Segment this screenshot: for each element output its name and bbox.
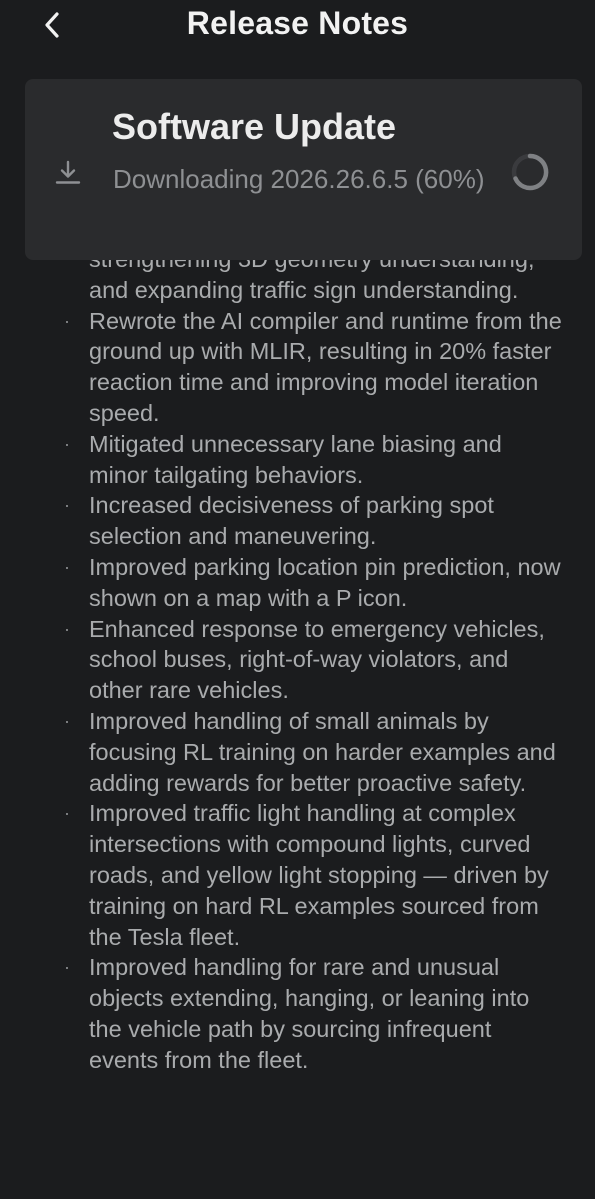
bullet-marker: · [64, 433, 70, 454]
note-text: Enhanced response to emergency vehicles, school buses, right-of-way violators, and other rare vehicles. [89, 615, 545, 704]
list-item [0, 490, 595, 552]
bullet-marker: · [64, 957, 70, 978]
bullet-marker: · [64, 710, 70, 731]
header-bar [0, 0, 595, 56]
list-item [0, 952, 595, 1075]
card-title: Software Update [112, 106, 397, 147]
release-notes-scroll-area[interactable] [0, 260, 595, 1199]
download-icon [54, 159, 82, 187]
list-item [0, 429, 595, 491]
note-text: Improved handling of small animals by focusing RL training on harder examples and adding rewards for better proactive safety. [89, 707, 556, 796]
bullet-marker: · [64, 556, 70, 577]
list-item [0, 798, 595, 952]
software-update-card[interactable] [25, 79, 582, 260]
release-notes-list [0, 244, 595, 1076]
list-item [0, 306, 595, 429]
bullet-marker: · [64, 618, 70, 639]
bullet-marker: · [64, 803, 70, 824]
note-text: Improved handling for rare and unusual objects extending, hanging, or leaning into the vehicle path by sourcing infrequent events from the fleet. [89, 954, 530, 1073]
note-text: Rewrote the AI compiler and runtime from the ground up with MLIR, resulting in 20% faster reaction time and improving model iteration speed. [89, 307, 562, 426]
note-text: Improved parking location pin prediction, now shown on a map with a P icon. [89, 553, 561, 611]
note-text: and expanding traffic sign understanding. [89, 276, 519, 303]
note-text: Mitigated unnecessary lane biasing and minor tailgating behaviors. [89, 430, 502, 488]
bullet-marker: · [64, 310, 70, 331]
list-item [0, 552, 595, 614]
loading-spinner-icon [509, 151, 551, 193]
download-status: Downloading 2026.26.6.5 (60%) [113, 164, 485, 194]
list-item [0, 706, 595, 798]
page-title: Release Notes [186, 5, 409, 41]
bullet-marker: · [64, 495, 70, 516]
list-item [0, 614, 595, 706]
note-text: Increased decisiveness of parking spot selection and maneuvering. [89, 492, 494, 550]
note-text: Improved traffic light handling at complex intersections with compound lights, curved roads, and yellow light stopping — driven by training on hard RL examples sourced from the Tesla fleet. [89, 800, 549, 950]
